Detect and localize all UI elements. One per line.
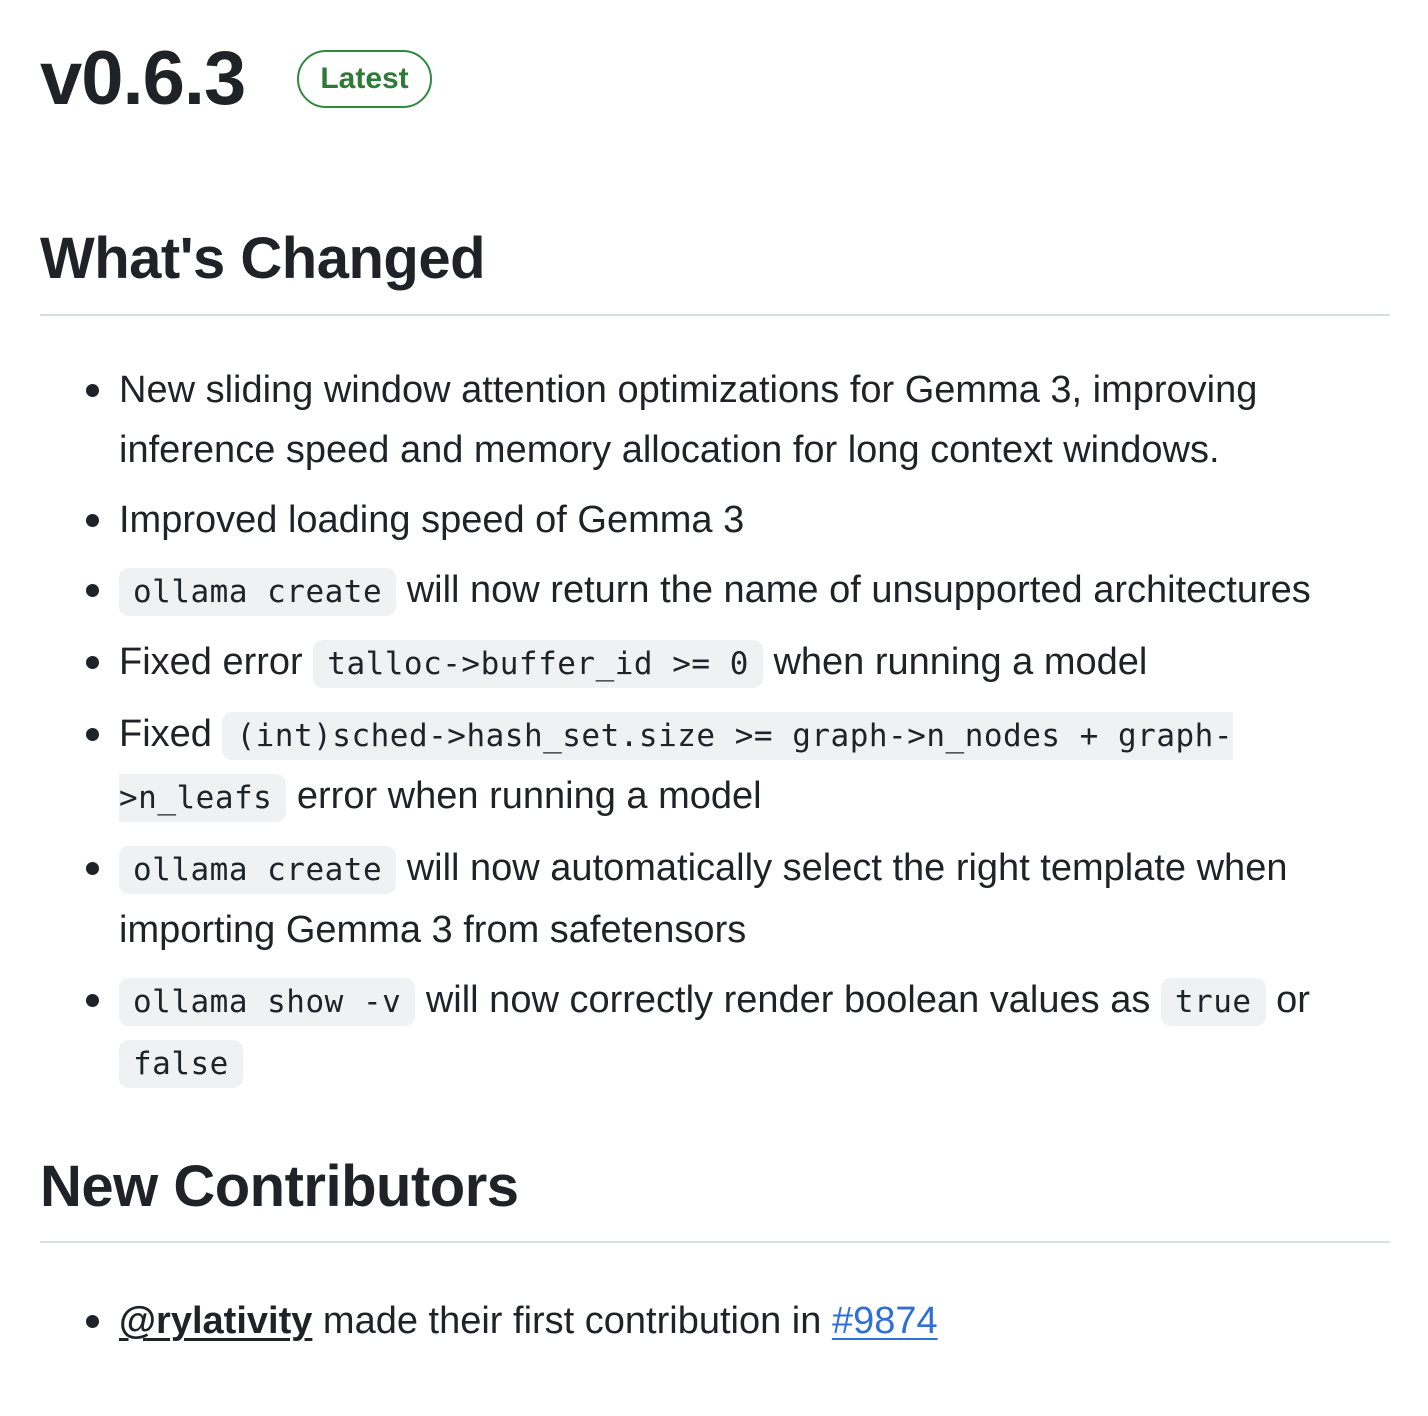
contributors-list	[40, 1291, 1390, 1351]
item-text: when running a model	[773, 640, 1148, 683]
whats-changed-heading: What's Changed	[40, 226, 486, 291]
whats-changed-header	[40, 224, 1390, 316]
release-notes	[40, 0, 1390, 1361]
item-text: New sliding window attention optimizations for Gemma 3, improving inference speed and memory allocation for long context windows.	[119, 368, 1258, 471]
item-text: will now automatically select the right template when importing Gemma 3 from safetensors	[119, 846, 1288, 951]
item-prefix: Fixed	[119, 712, 212, 755]
item-text-or: or	[1276, 978, 1310, 1021]
pull-request-link[interactable]: #9874	[831, 1300, 938, 1343]
item-text: will now correctly render boolean values as	[425, 978, 1151, 1021]
user-mention-link[interactable]: @rylativity	[119, 1300, 313, 1343]
release-header	[40, 0, 1390, 170]
list-item	[119, 560, 1390, 622]
item-text: made their first contribution in	[322, 1300, 822, 1343]
list-item	[119, 838, 1390, 960]
item-prefix: Fixed error	[119, 640, 303, 683]
new-contributors-heading: New Contributors	[40, 1153, 519, 1219]
inline-code: ollama show -v	[119, 978, 415, 1026]
list-item	[119, 704, 1390, 828]
inline-code-true: true	[1161, 978, 1266, 1026]
inline-code: (int)sched->hash_set.size >= graph->n_nodes + graph->n_leafs	[119, 712, 1233, 822]
list-item	[119, 360, 1390, 480]
list-item	[119, 1291, 1390, 1351]
inline-code: ollama create	[119, 846, 396, 894]
item-text: will now return the name of unsupported architectures	[406, 568, 1311, 611]
release-version: v0.6.3	[40, 36, 246, 121]
list-item	[119, 970, 1390, 1094]
inline-code-false: false	[119, 1040, 243, 1088]
item-text: Improved loading speed of Gemma 3	[119, 498, 745, 541]
inline-code: talloc->buffer_id >= 0	[313, 640, 763, 688]
list-item	[119, 490, 1390, 550]
inline-code: ollama create	[119, 568, 396, 616]
latest-badge: Latest	[297, 50, 431, 109]
list-item	[119, 632, 1390, 694]
new-contributors-header	[40, 1152, 1390, 1244]
changes-list	[40, 360, 1390, 1094]
item-text: error when running a model	[296, 774, 762, 817]
